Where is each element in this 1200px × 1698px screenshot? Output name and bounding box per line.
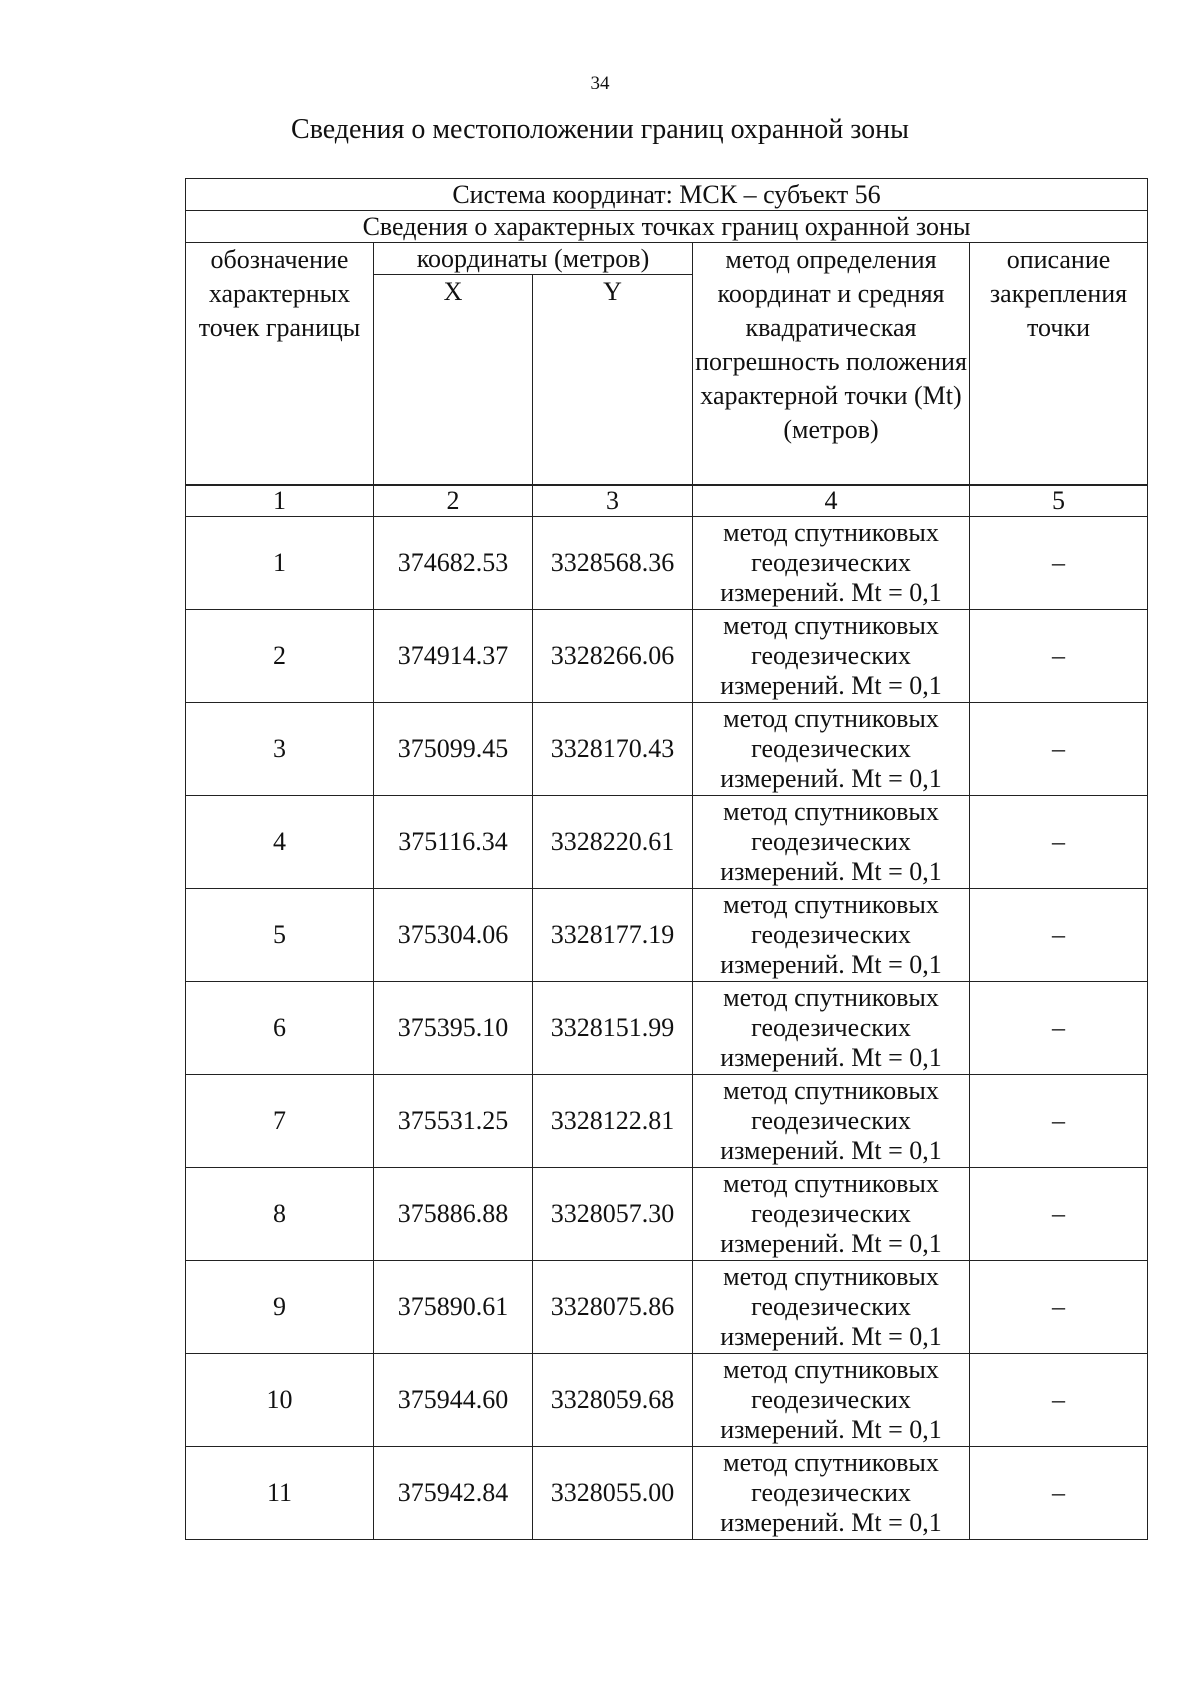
method-line: измерений. Mt = 0,1 — [720, 1415, 942, 1444]
point-cell: 9 — [186, 1261, 374, 1354]
method-line: метод спутниковых — [723, 1169, 939, 1198]
y-coordinate-cell: 3328266.06 — [533, 610, 693, 703]
method-cell — [693, 982, 970, 1075]
point-cell: 11 — [186, 1447, 374, 1540]
fixation-cell: – — [970, 1354, 1148, 1447]
header-y: Y — [533, 275, 693, 486]
y-coordinate-cell: 3328075.86 — [533, 1261, 693, 1354]
column-number: 2 — [374, 485, 533, 517]
method-line: метод спутниковых — [723, 704, 939, 733]
fixation-cell: – — [970, 703, 1148, 796]
point-cell: 3 — [186, 703, 374, 796]
x-coordinate-cell: 375116.34 — [374, 796, 533, 889]
boundary-points-table — [185, 178, 1148, 1540]
table-row — [186, 703, 1148, 796]
point-cell: 2 — [186, 610, 374, 703]
x-coordinate-cell: 375395.10 — [374, 982, 533, 1075]
fixation-cell: – — [970, 1168, 1148, 1261]
method-line: измерений. Mt = 0,1 — [720, 1508, 942, 1537]
y-coordinate-cell: 3328151.99 — [533, 982, 693, 1075]
method-line: измерений. Mt = 0,1 — [720, 950, 942, 979]
table-row — [186, 1354, 1148, 1447]
table-row — [186, 889, 1148, 982]
method-line: геодезических — [751, 1199, 911, 1228]
method-line: геодезических — [751, 920, 911, 949]
method-line: метод спутниковых — [723, 1262, 939, 1291]
x-coordinate-cell: 375531.25 — [374, 1075, 533, 1168]
header-fixation: описание закрепления точки — [970, 243, 1148, 486]
method-cell — [693, 703, 970, 796]
column-number: 3 — [533, 485, 693, 517]
method-cell — [693, 1447, 970, 1540]
method-line: геодезических — [751, 827, 911, 856]
method-line: измерений. Mt = 0,1 — [720, 1322, 942, 1351]
fixation-cell: – — [970, 610, 1148, 703]
fixation-cell: – — [970, 1075, 1148, 1168]
fixation-cell: – — [970, 1261, 1148, 1354]
table-row — [186, 610, 1148, 703]
document-title: Сведения о местоположении границ охранной зоны — [291, 114, 909, 145]
method-line: метод спутниковых — [723, 1355, 939, 1384]
header-x: X — [374, 275, 533, 486]
point-cell: 10 — [186, 1354, 374, 1447]
method-line: метод спутниковых — [723, 797, 939, 826]
header-method: метод определения координат и средняя квадратическая погрешность положения характерной точки (Mt) (метров) — [693, 243, 970, 486]
fixation-cell: – — [970, 517, 1148, 610]
fixation-cell: – — [970, 1447, 1148, 1540]
x-coordinate-cell: 375890.61 — [374, 1261, 533, 1354]
method-line: измерений. Mt = 0,1 — [720, 857, 942, 886]
method-line: геодезических — [751, 1478, 911, 1507]
y-coordinate-cell: 3328122.81 — [533, 1075, 693, 1168]
method-cell — [693, 1354, 970, 1447]
method-line: метод спутниковых — [723, 1448, 939, 1477]
fixation-cell: – — [970, 889, 1148, 982]
method-line: метод спутниковых — [723, 983, 939, 1012]
method-cell — [693, 1261, 970, 1354]
x-coordinate-cell: 375944.60 — [374, 1354, 533, 1447]
method-line: метод спутниковых — [723, 611, 939, 640]
table-row — [186, 796, 1148, 889]
point-cell: 6 — [186, 982, 374, 1075]
method-line: геодезических — [751, 1385, 911, 1414]
column-number: 4 — [693, 485, 970, 517]
table-row — [186, 982, 1148, 1075]
method-line: измерений. Mt = 0,1 — [720, 578, 942, 607]
page-number: 34 — [590, 73, 610, 94]
fixation-cell: – — [970, 982, 1148, 1075]
method-line: геодезических — [751, 1106, 911, 1135]
method-line: измерений. Mt = 0,1 — [720, 1136, 942, 1165]
y-coordinate-cell: 3328057.30 — [533, 1168, 693, 1261]
method-line: измерений. Mt = 0,1 — [720, 764, 942, 793]
x-coordinate-cell: 374914.37 — [374, 610, 533, 703]
method-line: метод спутниковых — [723, 890, 939, 919]
point-cell: 5 — [186, 889, 374, 982]
method-cell — [693, 889, 970, 982]
method-line: метод спутниковых — [723, 518, 939, 547]
x-coordinate-cell: 374682.53 — [374, 517, 533, 610]
method-line: геодезических — [751, 548, 911, 577]
method-cell — [693, 517, 970, 610]
method-line: геодезических — [751, 1292, 911, 1321]
y-coordinate-cell: 3328220.61 — [533, 796, 693, 889]
method-cell — [693, 796, 970, 889]
method-line: метод спутниковых — [723, 1076, 939, 1105]
x-coordinate-cell: 375304.06 — [374, 889, 533, 982]
method-line: геодезических — [751, 1013, 911, 1042]
method-line: геодезических — [751, 734, 911, 763]
point-cell: 1 — [186, 517, 374, 610]
method-line: измерений. Mt = 0,1 — [720, 1043, 942, 1072]
point-cell: 4 — [186, 796, 374, 889]
table-row — [186, 517, 1148, 610]
method-cell — [693, 610, 970, 703]
y-coordinate-cell: 3328568.36 — [533, 517, 693, 610]
y-coordinate-cell: 3328055.00 — [533, 1447, 693, 1540]
x-coordinate-cell: 375099.45 — [374, 703, 533, 796]
coord-system-header: Система координат: МСК – субъект 56 — [186, 179, 1148, 211]
column-number: 1 — [186, 485, 374, 517]
section-title-header: Сведения о характерных точках границ охранной зоны — [186, 211, 1148, 243]
method-cell — [693, 1075, 970, 1168]
method-line: измерений. Mt = 0,1 — [720, 671, 942, 700]
point-cell: 8 — [186, 1168, 374, 1261]
table-row — [186, 1168, 1148, 1261]
table-row — [186, 1261, 1148, 1354]
y-coordinate-cell: 3328177.19 — [533, 889, 693, 982]
y-coordinate-cell: 3328059.68 — [533, 1354, 693, 1447]
column-number: 5 — [970, 485, 1148, 517]
fixation-cell: – — [970, 796, 1148, 889]
x-coordinate-cell: 375886.88 — [374, 1168, 533, 1261]
table-row — [186, 1447, 1148, 1540]
header-point-designation: обозначение характерных точек границы — [186, 243, 374, 486]
method-cell — [693, 1168, 970, 1261]
y-coordinate-cell: 3328170.43 — [533, 703, 693, 796]
point-cell: 7 — [186, 1075, 374, 1168]
x-coordinate-cell: 375942.84 — [374, 1447, 533, 1540]
method-line: измерений. Mt = 0,1 — [720, 1229, 942, 1258]
table-row — [186, 1075, 1148, 1168]
method-line: геодезических — [751, 641, 911, 670]
header-coordinates: координаты (метров) — [374, 243, 693, 275]
